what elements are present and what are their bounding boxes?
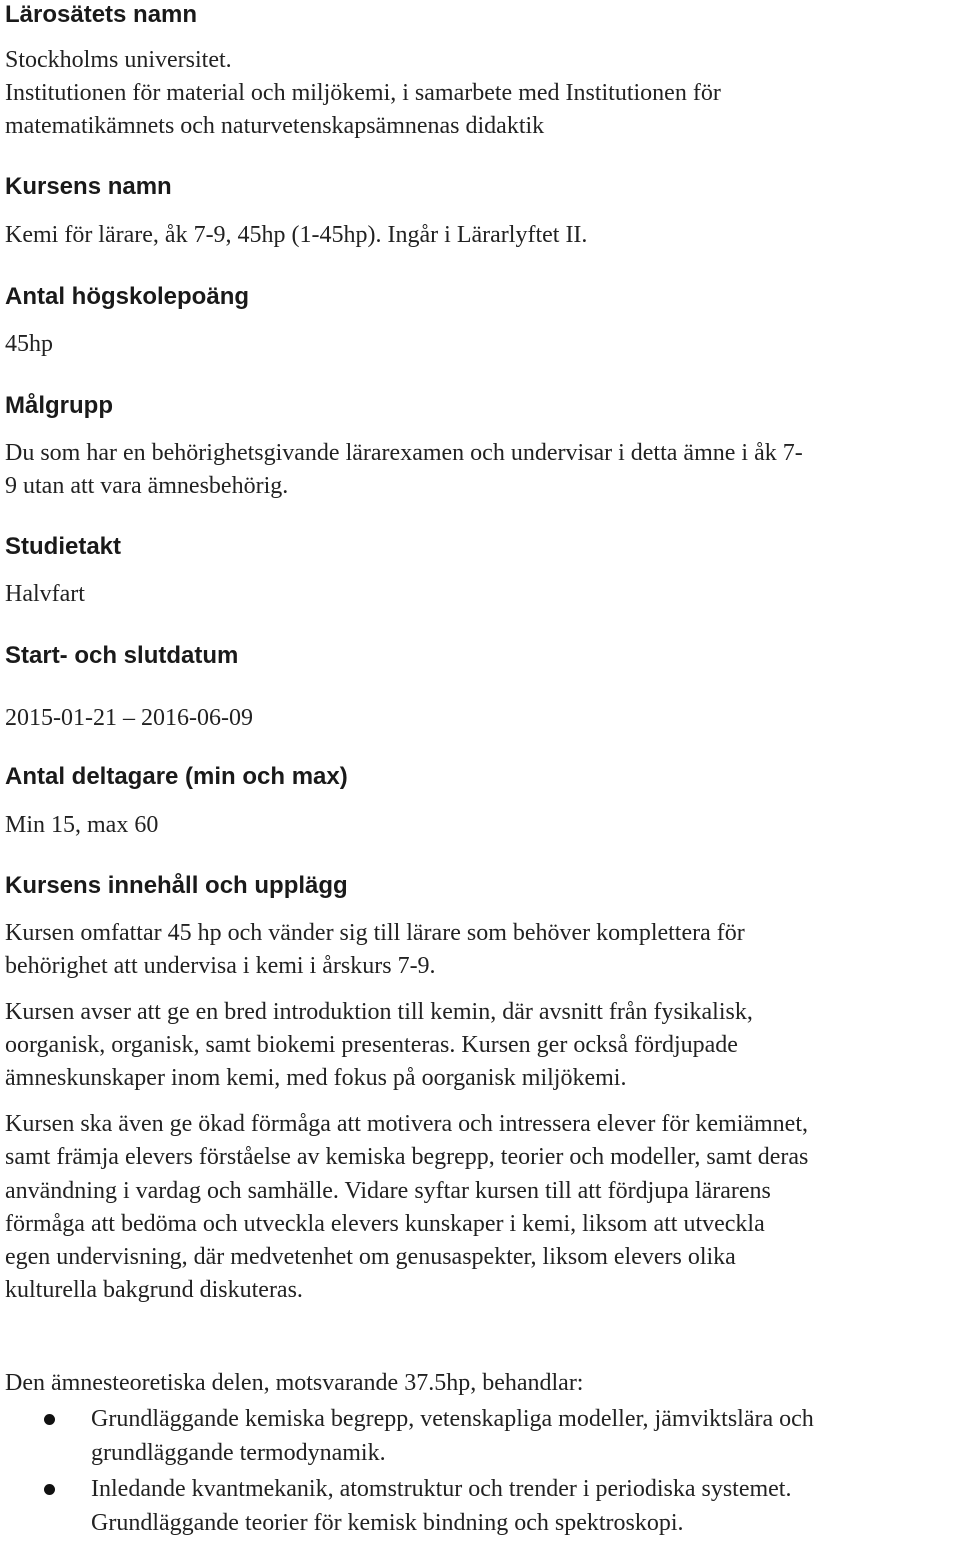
content-p1-line-1: Kursen omfattar 45 hp och vänder sig till lärare som behöver komplettera för [5, 920, 745, 946]
list-item [5, 1472, 957, 1540]
list-item-line: Inledande kvantmekanik, atomstruktur och trender i periodiska systemet. [91, 1476, 792, 1502]
course-name-heading: Kursens namn [5, 173, 172, 200]
content-p2-line-2: oorganisk, organisk, samt biokemi presenteras. Kursen ger också fördjupade [5, 1032, 738, 1058]
credits-heading: Antal högskolepoäng [5, 283, 250, 310]
content-p3-line-5: egen undervisning, där medvetenhet om genusaspekter, liksom elevers olika [5, 1244, 736, 1270]
content-p3-line-2: samt främja elevers förståelse av kemiska begrepp, teorier och modeller, samt deras [5, 1144, 809, 1170]
theory-list [5, 1402, 957, 1541]
pace-text: Halvfart [5, 581, 85, 607]
list-item-line: Grundläggande kemiska begrepp, vetenskapliga modeller, jämviktslära och [91, 1406, 814, 1432]
content-p1-line-2: behörighet att undervisa i kemi i årskurs 7-9. [5, 953, 436, 979]
institution-line-3: matematikämnets och naturvetenskapsämnenas didaktik [5, 113, 545, 139]
credits-text: 45hp [5, 331, 53, 357]
content-p3-line-6: kulturella bakgrund diskuteras. [5, 1277, 303, 1303]
institution-line-2: Institutionen för material och miljökemi, i samarbete med Institutionen för [5, 80, 721, 106]
theory-intro: Den ämnesteoretiska delen, motsvarande 37.5hp, behandlar: [5, 1370, 584, 1396]
content-p2-line-1: Kursen avser att ge en bred introduktion till kemin, där avsnitt från fysikalisk, [5, 999, 753, 1025]
content-p3-line-4: förmåga att bedöma och utveckla elevers kunskaper i kemi, liksom att utveckla [5, 1211, 765, 1237]
pace-heading: Studietakt [5, 533, 122, 560]
course-name-text: Kemi för lärare, åk 7-9, 45hp (1-45hp). Ingår i Lärarlyftet II. [5, 222, 588, 248]
bullet-icon [44, 1484, 55, 1495]
target-group-line-1: Du som har en behörighetsgivande lärarexamen och undervisar i detta ämne i åk 7- [5, 440, 803, 466]
content-p3-line-3: användning i vardag och samhälle. Vidare syftar kursen till att fördjupa lärarens [5, 1178, 771, 1204]
institution-heading: Lärosätets namn [5, 1, 198, 28]
dates-heading: Start- och slutdatum [5, 642, 239, 669]
participants-text: Min 15, max 60 [5, 812, 159, 838]
list-item [5, 1402, 957, 1470]
institution-line-1: Stockholms universitet. [5, 47, 232, 73]
bullet-icon [44, 1414, 55, 1425]
list-item-line: grundläggande termodynamik. [91, 1440, 386, 1466]
content-p3-line-1: Kursen ska även ge ökad förmåga att motivera och intressera elever för kemiämnet, [5, 1111, 809, 1137]
target-group-line-2: 9 utan att vara ämnesbehörig. [5, 473, 289, 499]
list-item-line: Grundläggande teorier för kemisk bindning och spektroskopi. [91, 1510, 684, 1536]
content-heading: Kursens innehåll och upplägg [5, 872, 348, 899]
target-group-heading: Målgrupp [5, 392, 113, 419]
dates-text: 2015-01-21 – 2016-06-09 [5, 705, 253, 731]
participants-heading: Antal deltagare (min och max) [5, 763, 348, 790]
content-p2-line-3: ämneskunskaper inom kemi, med fokus på oorganisk miljökemi. [5, 1065, 627, 1091]
